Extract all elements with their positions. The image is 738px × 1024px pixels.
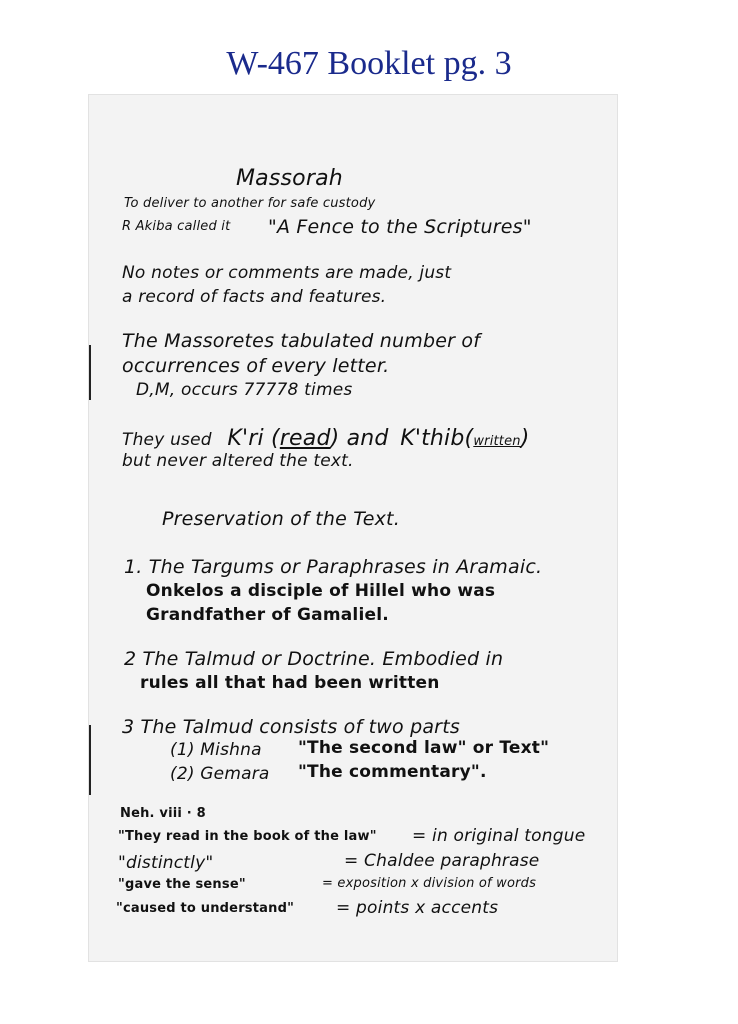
massorah-line: occurrences of every letter. [122,355,390,377]
nehemiah-phrase: "caused to understand" [116,901,295,916]
nehemiah-phrase: "gave the sense" [118,877,246,892]
text-run: They used [122,430,212,450]
preservation-subitem: (2) Gemara [170,764,270,784]
preservation-subitem-desc: "The second law" or Text" [298,738,550,758]
nehemiah-meaning: = Chaldee paraphrase [344,851,540,871]
text-run: ) [520,426,530,451]
read-word: read [279,426,331,451]
nehemiah-phrase: "They read in the book of the law" [118,829,377,844]
preservation-title: Preservation of the Text. [162,508,400,530]
text-run: K'ri ( [227,426,280,451]
preservation-line: rules all that had been written [140,673,440,693]
massorah-line: D,M, occurs 77778 times [136,380,353,400]
massorah-line: No notes or comments are made, just [122,263,452,283]
binding-mark [89,345,91,400]
massorah-line [122,426,530,451]
massorah-line: To deliver to another for safe custody [124,196,376,211]
massorah-line: a record of facts and features. [122,287,387,307]
nehemiah-meaning: = in original tongue [412,826,586,846]
preservation-subitem: (1) Mishna [170,740,262,760]
written-word: written [473,434,521,449]
preservation-line: Grandfather of Gamaliel. [146,605,389,625]
preservation-subitem-desc: "The commentary". [298,762,487,782]
nehemiah-phrase: "distinctly" [118,853,214,873]
massorah-line: but never altered the text. [122,451,354,471]
massorah-title: Massorah [236,166,343,191]
massorah-line: The Massoretes tabulated number of [122,330,481,352]
nehemiah-reference: Neh. viii · 8 [120,806,206,821]
text-run: K'thib( [400,426,474,451]
preservation-line: 1. The Targums or Paraphrases in Aramaic. [124,556,543,578]
page-title: W-467 Booklet pg. 3 [226,45,512,82]
preservation-line: 3 The Talmud consists of two parts [122,716,460,738]
massorah-quote: "A Fence to the Scriptures" [268,216,532,238]
text-run: ) and [330,426,389,451]
binding-mark [89,725,91,795]
massorah-line: R Akiba called it [122,219,231,234]
preservation-line: Onkelos a disciple of Hillel who was [146,581,496,601]
preservation-line: 2 The Talmud or Doctrine. Embodied in [124,648,504,670]
nehemiah-meaning: = exposition x division of words [322,876,537,891]
nehemiah-meaning: = points x accents [336,898,499,918]
